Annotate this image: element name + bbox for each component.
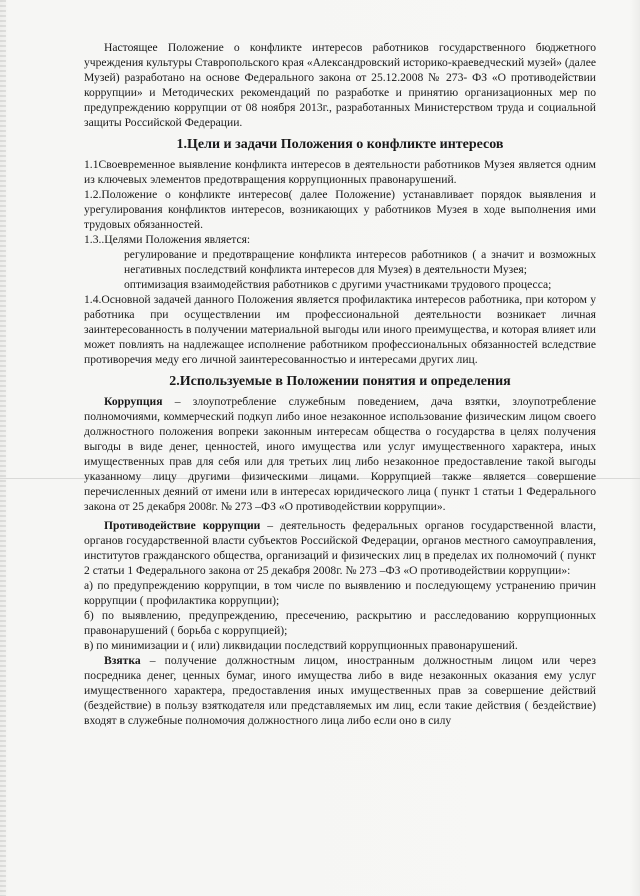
section-1-heading: 1.Цели и задачи Положения о конфликте интересов bbox=[176, 137, 504, 152]
list-item-b: б) по выявлению, предупреждению, пресечению, раскрытию и расследованию коррупционных правонарушений ( борьба с коррупцией); bbox=[84, 609, 596, 637]
term-counteraction: Противодействие коррупции bbox=[104, 519, 261, 532]
definition-counteraction-text: – деятельность федеральных органов государственной власти, органов государственной власти субъектов Российской Федерации, органов местного самоуправления, институтов гражданского общества, организаций и физических лиц в пределах их полномочий ( пункт 2 статьи 1 Федерального закона от 25 декабря 2008г. № 273 –ФЗ «О противодействии коррупции»: bbox=[84, 519, 597, 577]
document-body bbox=[84, 40, 596, 728]
list-item-c: в) по минимизации и ( или) ликвидации последствий коррупционных правонарушений. bbox=[84, 639, 518, 652]
term-corruption: Коррупция bbox=[104, 395, 163, 408]
section-2-heading: 2.Используемые в Положении понятия и определения bbox=[169, 374, 511, 389]
term-bribe: Взятка bbox=[104, 654, 141, 667]
goal-item-1: регулирование и предотвращение конфликта интересов работников ( а значит и возможных негативных последствий конфликта интересов для Музея) в деятельности Музея; bbox=[124, 248, 596, 276]
paragraph-1-4: 1.4.Основной задачей данного Положения является профилактика интересов работника, при котором у работника при осуществлении им профессиональной деятельности возникает личная заинтересованность в получении материальной выгоды или иного преимущества, и которая влияет или может повлиять на надлежащее исполнение работником профессиональных обязанностей вследствие противоречия меду его личной заинтересованностью и интересами других лиц. bbox=[84, 293, 596, 366]
paragraph-1-1: 1.1Своевременное выявление конфликта интересов в деятельности работников Музея является одним из ключевых элементов предотвращения коррупционных правонарушений. bbox=[84, 158, 596, 186]
paragraph-1-3: 1.3..Целями Положения является: bbox=[84, 233, 251, 246]
scan-edge-noise bbox=[0, 0, 6, 896]
definition-bribe bbox=[84, 653, 596, 728]
paragraph-1-2: 1.2.Положение о конфликте интересов( далее Положение) устанавливает порядок выявления и урегулирования конфликтов интересов, возникающих у работников Музея в ходе выполнения ими трудовых обязанностей. bbox=[84, 188, 596, 231]
definition-counteraction bbox=[84, 518, 596, 578]
definition-corruption bbox=[84, 394, 596, 514]
definition-bribe-text: – получение должностным лицом, иностранным должностным лицом или через посредника денег, ценных бумаг, иного имущества либо в виде незаконных оказания ему услуг имущественного характера, предоставления иных имущественных прав за совершение действий (бездействие) в пользу взяткодателя или представляемых им лиц, если такие действия ( бездействие) входят в служебные полномочия должностного лица либо если оно в силу bbox=[84, 654, 596, 727]
list-item-a: а) по предупреждению коррупции, в том числе по выявлению и последующему устранению причин коррупции ( профилактика коррупции); bbox=[84, 579, 596, 607]
definition-corruption-text: – злоупотребление служебным поведением, дача взятки, злоупотребление полномочиями, коммерческий подкуп либо иное незаконное использование физическим лицом своего должностного положения вопреки законным интересам общества о государства в целях получения выгоды в виде денег, ценностей, иного имущества или услуг имущественного характера, иных имущественных прав для себя или для третьих лиц либо незаконное предоставление такой выгоды указанному лицу другими физическими лицами. Коррупцией также является совершение перечисленных деяний от имени или в интересах юридического лица ( пункт 1 статьи 1 Федерального закона от 25 декабря 2008г. № 273 –ФЗ «О противодействии коррупции». bbox=[84, 395, 596, 513]
goal-item-2: оптимизация взаимодействия работников с другими участниками трудового процесса; bbox=[124, 278, 552, 291]
intro-paragraph: Настоящее Положение о конфликте интересов работников государственного бюджетного учреждения культуры Ставропольского края «Александровский историко-краеведческий музей» (далее Музей) разработано на основе Федерального закона от 25.12.2008 № 273- ФЗ «О противодействии коррупции» и Методических рекомендаций по разработке и принятию организационных мер по предупреждению коррупции от 08 ноября 2013г., разработанных Министерством труда и социальной защиты Российской Федерации. bbox=[84, 41, 596, 129]
